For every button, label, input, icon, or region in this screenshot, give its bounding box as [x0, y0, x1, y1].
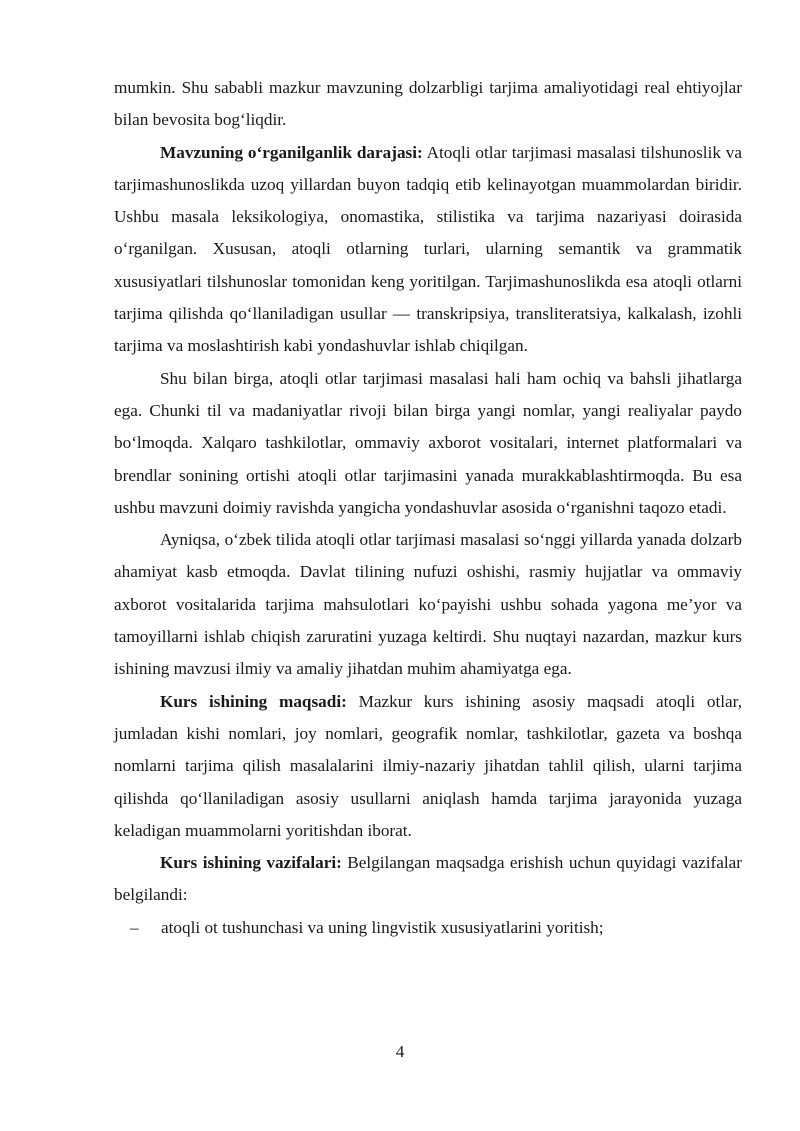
paragraph-text: Ayniqsa, o‘zbek tilida atoqli otlar tarjimasi masalasi so‘nggi yillarda yanada dolzarb ahamiyat kasb etmoqda. Davlat tilining nufuzi oshishi, rasmiy hujjatlar va ommaviy axborot vositalarida tarjima mahsulotlari ko‘payishi ushbu sohada yagona me’yor va tamoyillarni ishlab chiqish zaruratini yuzaga keltirdi. Shu nuqtayi nazardan, mazkur kurs ishining mavzusi ilmiy va amaliy jihatdan muhim ahamiyatga ega.: [114, 530, 742, 679]
paragraph-text: Belgilangan maqsadga erishish uchun quyidagi vazifalar belgilandi:: [114, 853, 742, 905]
paragraph-dolzarblik-end: [114, 72, 742, 137]
page-number: 4: [395, 1042, 405, 1061]
paragraph-text: Atoqli otlar tarjimasi masalasi tilshunoslik va tarjimashunoslikda uzoq yillardan buyon tadqiq etib kelinayotgan muammolardan biridir. Ushbu masala leksikologiya, onomastika, stilistika va tarjima nazariyasi doirasida o‘rganilgan. Xususan, atoqli otlarning turlari, ularning semantik va grammatik xususiyatlari tilshunoslar tomonidan keng yoritilgan. Tarjimashunoslikda esa atoqli otlarni tarjima qilishda qo‘llaniladigan usullar — transkripsiya, transliteratsiya, kalkalash, izohli tarjima va moslashtirish kabi yondashuvlar ishlab chiqilgan.: [114, 142, 742, 356]
paragraph-maqsad: [114, 686, 742, 847]
paragraph-organilganlik: [114, 137, 742, 363]
paragraph-text: Mazkur kurs ishining asosiy maqsadi atoqli otlar, jumladan kishi nomlari, joy nomlari, geografik nomlar, tashkilotlar, gazeta va boshqa nomlarni tarjima qilish masalalarini ilmiy-nazariy jihatdan tahlil qilish, ularni tarjima qilishda qo‘llaniladigan asosiy usullarni aniqlash hamda tarjima jarayonida yuzaga keladigan muammolarni yoritishdan iborat.: [114, 691, 743, 840]
list-dash: –: [130, 917, 139, 937]
paragraph-heading: Kurs ishining maqsadi:: [160, 691, 347, 711]
paragraph-ayniqsa: [114, 524, 742, 685]
paragraph-heading: Mavzuning o‘rganilganlik darajasi:: [160, 142, 423, 162]
paragraph-text: Shu bilan birga, atoqli otlar tarjimasi masalasi hali ham ochiq va bahsli jihatlarga ega. Chunki til va madaniyatlar rivoji bilan birga yangi nomlar, yangi realiyalar paydo bo‘lmoqda. Xalqaro tashkilotlar, ommaviy axborot vositalari, internet platformalari va brendlar sonining ortishi atoqli otlar tarjimasini yanada murakkablashtirmoqda. Bu esa ushbu mavzuni doimiy ravishda yangicha yondashuvlar asosida o‘rganishni taqozo etadi.: [114, 368, 742, 517]
paragraph-heading: Kurs ishining vazifalari:: [160, 853, 342, 873]
paragraph-shu-bilan-birga: [114, 363, 742, 524]
document-page: [114, 72, 742, 944]
paragraph-vazifalar: [114, 847, 742, 912]
list-item: [114, 912, 742, 944]
paragraph-text: mumkin. Shu sababli mazkur mavzuning dolzarbligi tarjima amaliyotidagi real ehtiyojlar bilan bevosita bog‘liqdir.: [114, 78, 742, 130]
list-item-text: atoqli ot tushunchasi va uning lingvistik xususiyatlarini yoritish;: [161, 917, 604, 937]
